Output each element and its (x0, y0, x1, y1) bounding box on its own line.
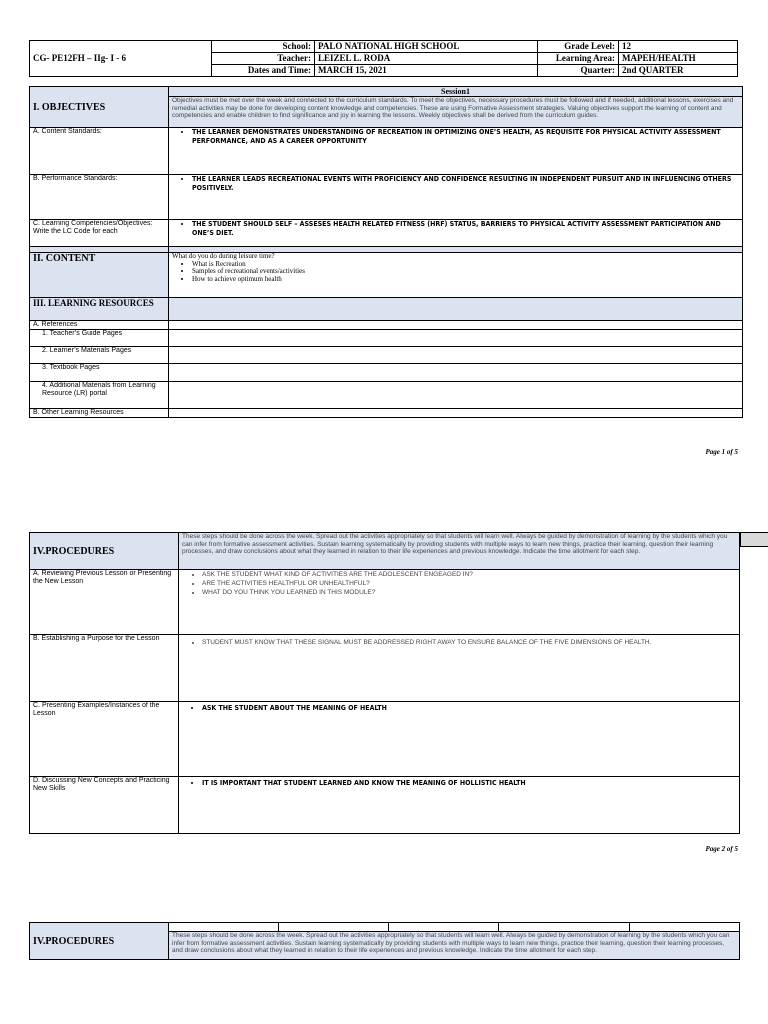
references-label: A. References (30, 321, 169, 330)
content-standards-text: • THE LEARNER DEMONSTRATES UNDERSTANDING OF RECREATION IN OPTIMIZING ONE’S HEALTH, AS REQUISITE FOR PHYSICAL ACTIVITY ASSESSMENT PERFORMANCE, AND AS A CAREER OPPORTUNITY (192, 128, 739, 146)
grade-value: 12 (619, 41, 738, 53)
step-c-item: • ASK THE STUDENT ABOUT THE MEANING OF HEALTH (202, 704, 736, 713)
quarter-value: 2nd QUARTER (619, 65, 738, 77)
procedures-text: These steps should be done across the week. Spread out the activities appropriately so that students will learn well. Always be guided by demonstration of learning by the students which you can infer from formative assessment activities. Sustain learning systematically by providing students with multiple ways to learn new things, practice their learning, question their learning processes, and draw conclusions about what they learned in relation to their life experiences and previous knowledge. Indicate the time allotment for each step. (179, 533, 740, 570)
area-value: MAPEH/HEALTH (619, 53, 738, 65)
performance-standards-label: B. Performance Standards: (30, 175, 169, 220)
resources-title: III. LEARNING RESOURCES (30, 298, 169, 321)
step-b-label: B. Establishing a Purpose for the Lesson (30, 635, 179, 702)
textbook-pages-label: 3. Textbook Pages (30, 364, 169, 382)
step-a-label: A. Reviewing Previous Lesson or Presenting the New Lesson (30, 570, 179, 635)
content-item: • What is Recreation (192, 261, 739, 269)
content-question: What do you do during leisure time? (172, 252, 275, 260)
content-standards-label: A. Content Standards: (30, 128, 169, 175)
page2-header-stub (740, 532, 768, 547)
step-a-item: • ASK THE STUDENT WHAT KIND OF ACTIVITIES ARE THE ADOLESCENT ENGEAGED IN? (202, 570, 736, 579)
learners-materials-label: 2. Learner’s Materials Pages (30, 347, 169, 364)
additional-materials-label: 4. Additional Materials from Learning Resource (LR) portal (30, 382, 169, 409)
session-title: Session1 (169, 87, 743, 97)
content-item: • Samples of recreational events/activities (192, 268, 739, 276)
competencies-text: • THE STUDENT SHOULD SELF – ASSESES HEALTH RELATED FITNESS (HRF) STATUS, BARRIERS TO PHYSICAL ACTIVITY ASSESSMENT PARTICIPATION AND ONE’S DIET. (192, 220, 739, 238)
area-label: Learning Area: (538, 53, 619, 65)
content-item: • How to achieve optimum health (192, 276, 739, 284)
lesson-code: CG- PE12FH – IIg- I - 6 (30, 41, 212, 77)
teacher-value: LEIZEL L. RODA (315, 53, 538, 65)
grade-label: Grade Level: (538, 41, 619, 53)
objectives-table (29, 86, 743, 418)
dates-value: MARCH 15, 2021 (315, 65, 538, 77)
content-title: II. CONTENT (30, 253, 169, 298)
step-d-label: D. Discussing New Concepts and Practicing New Skills (30, 777, 179, 834)
page-number-1: Page 1 of 5 (705, 448, 738, 456)
dates-label: Dates and Time: (212, 65, 315, 77)
teachers-guide-label: 1. Teacher’s Guide Pages (30, 330, 169, 347)
quarter-label: Quarter: (538, 65, 619, 77)
competencies-label: C. Learning Competencies/Objectives: Write the LC Code for each (30, 220, 169, 247)
school-label: School: (212, 41, 315, 53)
page-number-2: Page 2 of 5 (705, 845, 738, 853)
procedures-table (29, 532, 740, 834)
step-a-item: • WHAT DO YOU THINK YOU LEARNED IN THIS MODULE? (202, 588, 736, 597)
page3-table (29, 922, 740, 960)
step-b-item: • STUDENT MUST KNOW THAT THESE SIGNAL MUST BE ADDRESSED RIGHT AWAY TO ENSURE BALANCE OF THE FIVE DIMENSIONS OF HEALTH. (202, 638, 736, 647)
other-resources-label: B. Other Learning Resources (30, 409, 169, 418)
page3-procedures-title: IV.PROCEDURES (30, 923, 169, 960)
header-table (29, 40, 738, 77)
step-a-item: • ARE THE ACTIVITIES HEALTHFUL OR UNHEALTHFUL? (202, 579, 736, 588)
step-d-item: • IT IS IMPORTANT THAT STUDENT LEARNED AND KNOW THE MEANING OF HOLLISTIC HEALTH (202, 779, 736, 788)
procedures-title: IV.PROCEDURES (30, 533, 179, 570)
objectives-text: Objectives must be met over the week and connected to the curriculum standards. To meet the objectives, necessary procedures must be followed and if needed, additional lessons, exercises and remedial activities may be done for developing content knowledge and competencies. These are using Formative Assessment strategies. Valuing objectives support the learning of content and competencies and enable children to find significance and joy in learning the lessons. Weekly objectives shall be derived from the curriculum guides. (169, 97, 743, 128)
teacher-label: Teacher: (212, 53, 315, 65)
page3-procedures-text: These steps should be done across the week. Spread out the activities appropriately so that students will learn well. Always be guided by demonstration of learning by the students which you can infer from formative assessment activities. Sustain learning systematically by providing students with multiple ways to learn new things, practice their learning, question their learning processes, and draw conclusions about what they learned in relation to their life experiences and previous knowledge. Indicate the time allotment for each step. (169, 932, 740, 960)
step-c-label: C. Presenting Examples/Instances of the Lesson (30, 702, 179, 777)
objectives-title: I. OBJECTIVES (30, 87, 169, 128)
performance-standards-text: • THE LEARNER LEADS RECREATIONAL EVENTS WITH PROFICIENCY AND CONFIDENCE RESULTING IN INDEPENDENT PURSUIT AND IN INFLUENCING OTHERS POSITIVELY. (192, 175, 739, 193)
school-value: PALO NATIONAL HIGH SCHOOL (315, 41, 538, 53)
